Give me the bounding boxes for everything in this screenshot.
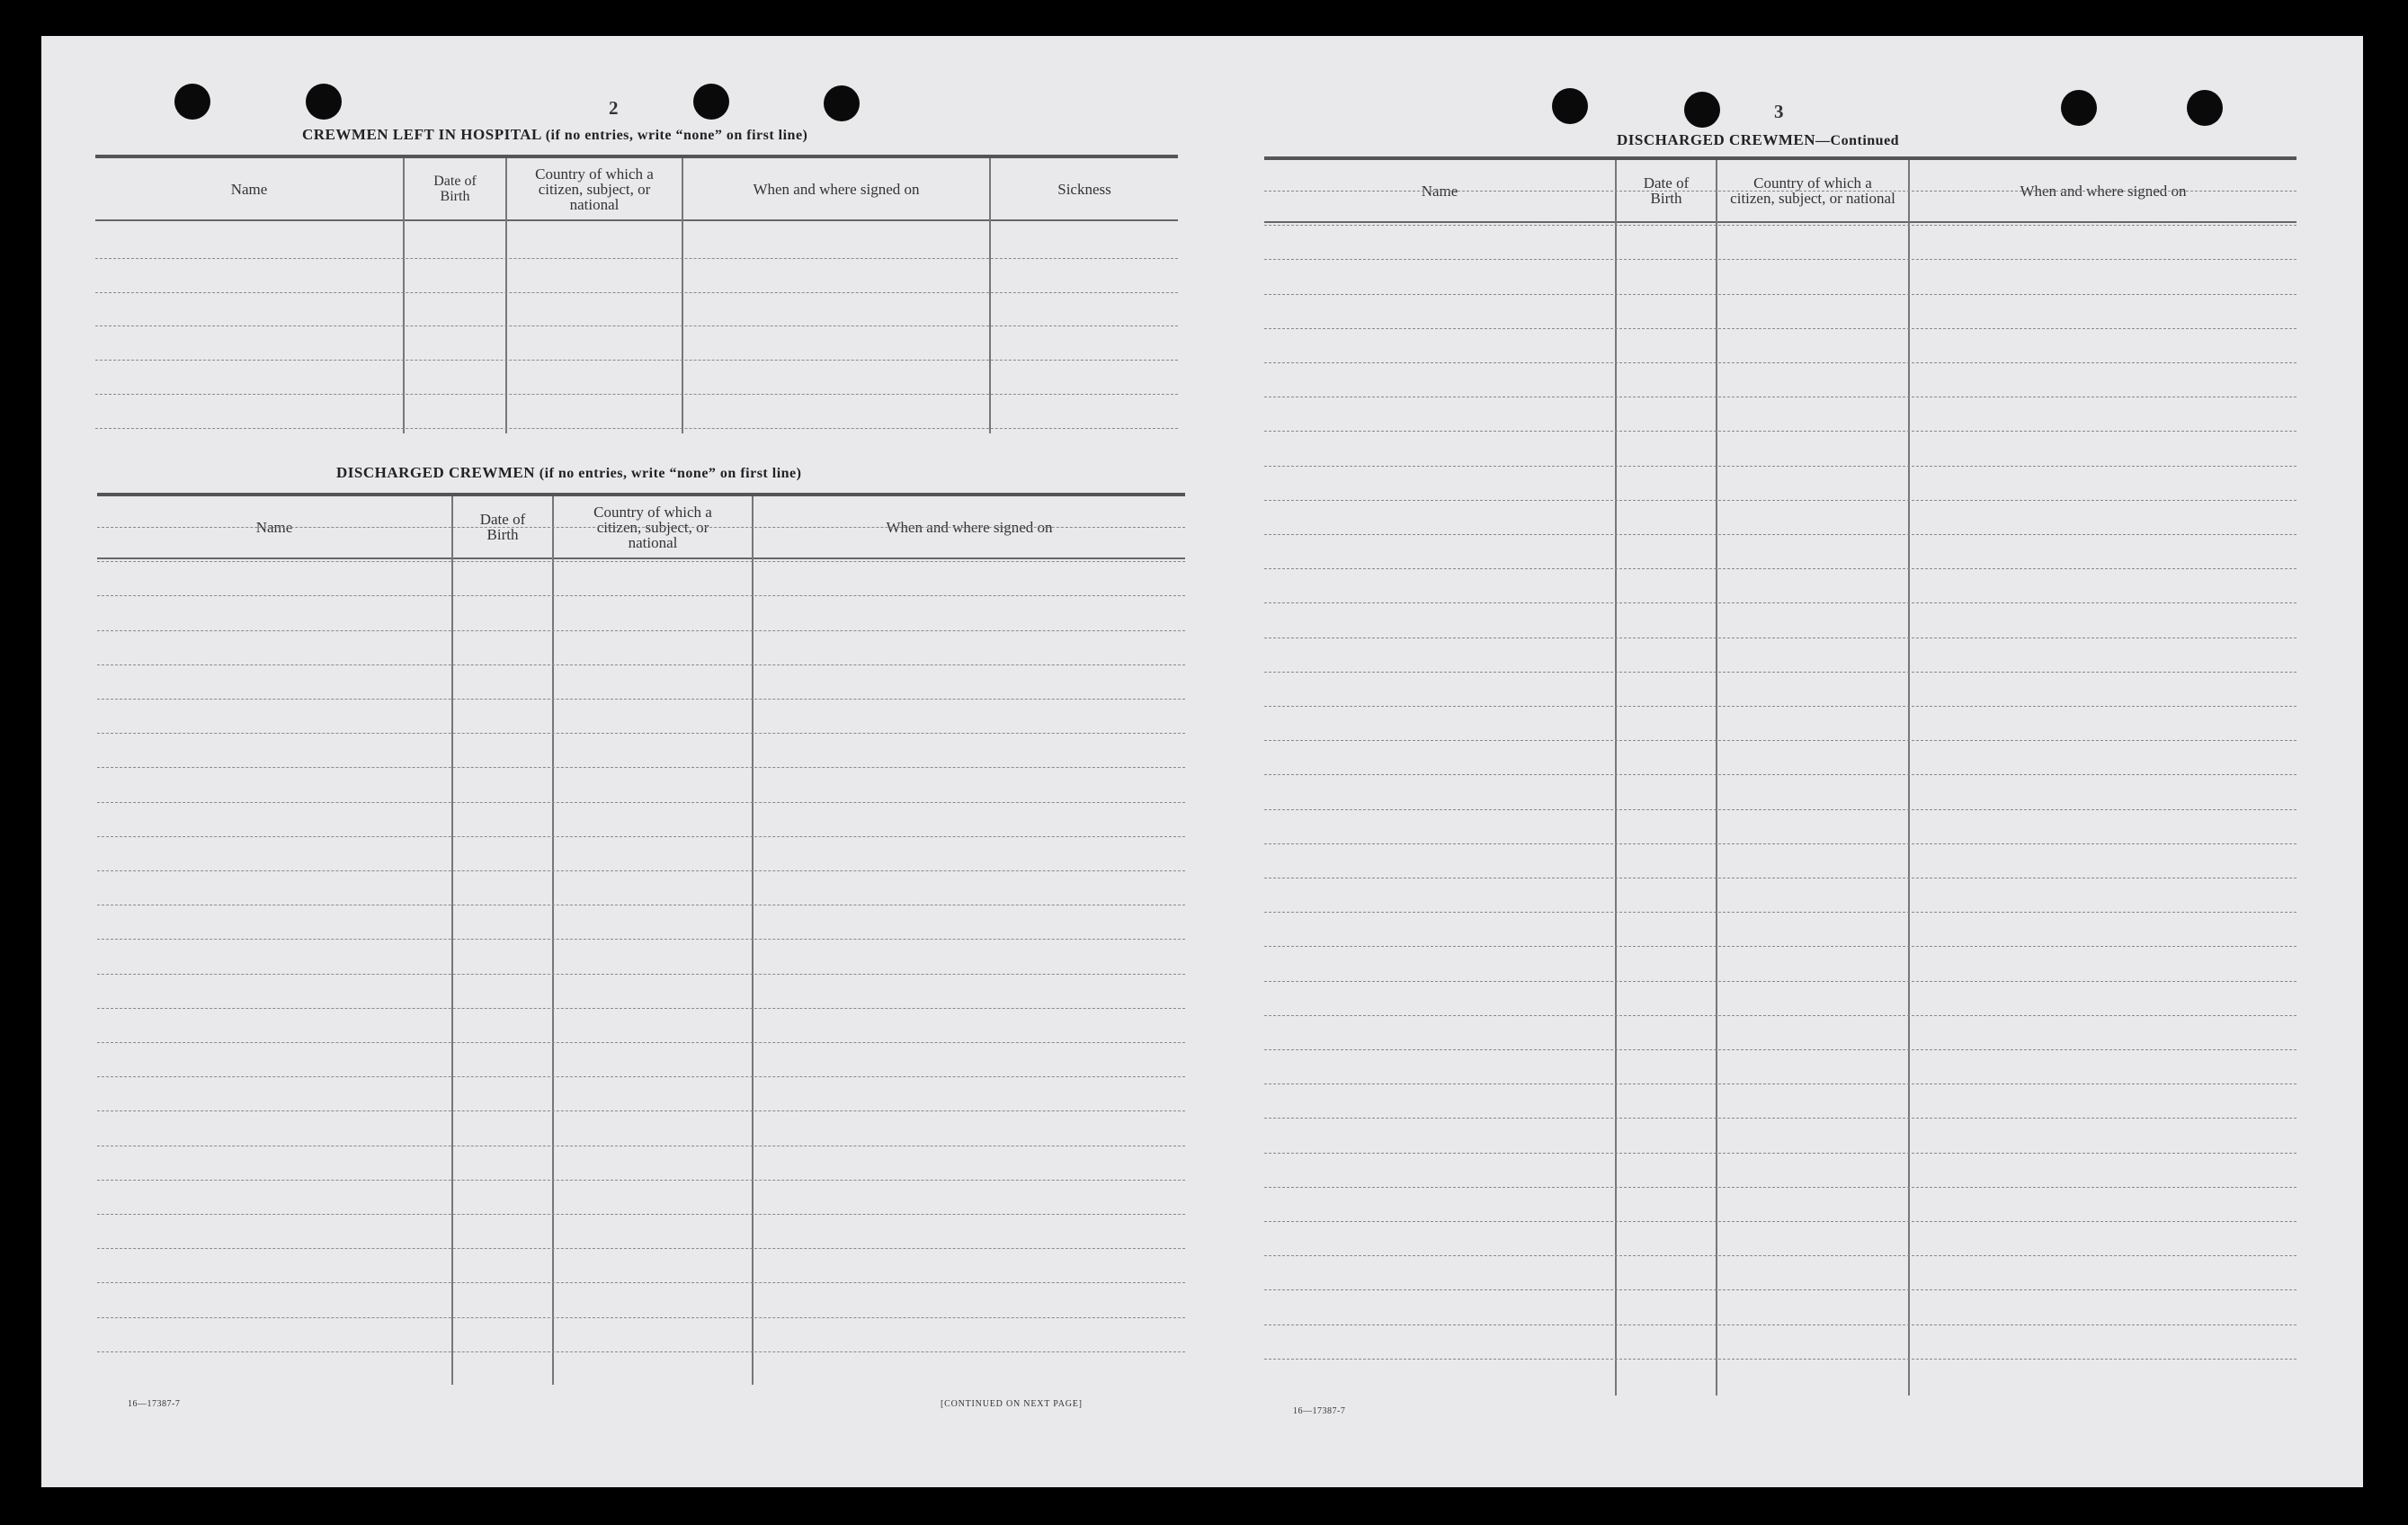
blank-row bbox=[97, 974, 1185, 975]
blank-row bbox=[1264, 1153, 2297, 1154]
blank-row bbox=[97, 1110, 1185, 1111]
discharged-table-left bbox=[97, 493, 1185, 1385]
blank-row bbox=[97, 1042, 1185, 1043]
blank-row bbox=[97, 836, 1185, 837]
blank-row bbox=[97, 1008, 1185, 1009]
blank-row bbox=[97, 1282, 1185, 1283]
blank-row bbox=[1264, 1049, 2297, 1050]
form-code-left: 16—17387-7 bbox=[128, 1399, 181, 1409]
punch-hole bbox=[2061, 90, 2097, 126]
blank-row bbox=[97, 1076, 1185, 1077]
discharged-table-right bbox=[1264, 156, 2297, 1396]
col-header-sickness: Sickness bbox=[1057, 180, 1111, 198]
blank-row bbox=[1264, 774, 2297, 775]
col-header-country: Country of which a citizen, subject, or national bbox=[1730, 174, 1895, 207]
blank-row bbox=[97, 664, 1185, 665]
blank-row bbox=[97, 1180, 1185, 1181]
blank-row bbox=[1264, 1289, 2297, 1290]
blank-row bbox=[97, 802, 1185, 803]
col-header-dob: Date of Birth bbox=[433, 174, 477, 204]
punch-hole bbox=[1552, 88, 1588, 124]
hospital-section-title: CREWMEN LEFT IN HOSPITAL (if no entries, write “none” on first line) bbox=[302, 126, 808, 143]
blank-row bbox=[97, 1248, 1185, 1249]
blank-row bbox=[1264, 946, 2297, 947]
blank-row bbox=[1264, 362, 2297, 363]
punch-hole bbox=[693, 84, 729, 120]
blank-row bbox=[1264, 672, 2297, 673]
blank-row bbox=[1264, 706, 2297, 707]
blank-row bbox=[97, 561, 1185, 562]
col-header-signed-on: When and where signed on bbox=[2020, 182, 2187, 200]
punch-hole bbox=[824, 85, 860, 121]
discharged-cont-section-title: DISCHARGED CREWMEN—Continued bbox=[1617, 131, 1900, 148]
blank-row bbox=[1264, 328, 2297, 329]
blank-row bbox=[1264, 225, 2297, 226]
blank-row bbox=[1264, 466, 2297, 467]
blank-row bbox=[97, 1351, 1185, 1352]
blank-row bbox=[97, 630, 1185, 631]
blank-row bbox=[1264, 981, 2297, 982]
blank-row bbox=[1264, 912, 2297, 913]
blank-row bbox=[1264, 1324, 2297, 1325]
punch-hole bbox=[2187, 90, 2223, 126]
punch-hole bbox=[1684, 92, 1720, 128]
blank-row bbox=[1264, 1015, 2297, 1016]
blank-row bbox=[97, 767, 1185, 768]
blank-row bbox=[97, 1214, 1185, 1215]
col-header-signed-on: When and where signed on bbox=[753, 180, 920, 198]
col-header-signed-on: When and where signed on bbox=[886, 518, 1053, 536]
col-header-name: Name bbox=[230, 180, 268, 198]
blank-row bbox=[1264, 259, 2297, 260]
blank-row bbox=[1264, 534, 2297, 535]
blank-row bbox=[97, 527, 1185, 528]
blank-row bbox=[97, 939, 1185, 940]
blank-row bbox=[1264, 1255, 2297, 1256]
col-header-country: Country of which a citizen, subject, or national bbox=[593, 503, 712, 551]
col-header-name: Name bbox=[1421, 182, 1458, 200]
blank-row bbox=[97, 870, 1185, 871]
blank-row bbox=[1264, 602, 2297, 603]
blank-row bbox=[1264, 809, 2297, 810]
blank-row bbox=[1264, 1221, 2297, 1222]
blank-row bbox=[97, 733, 1185, 734]
discharged-section-title: DISCHARGED CREWMEN (if no entries, write “none” on first line) bbox=[336, 464, 802, 481]
col-header-country: Country of which a citizen, subject, or national bbox=[535, 165, 654, 213]
page-number-left: 2 bbox=[609, 97, 619, 119]
manifest-sheet bbox=[41, 36, 2363, 1487]
hospital-table bbox=[95, 155, 1178, 433]
blank-row bbox=[1264, 1187, 2297, 1188]
col-header-dob: Date of Birth bbox=[479, 511, 526, 543]
punch-hole bbox=[174, 84, 210, 120]
page-number-right: 3 bbox=[1774, 101, 1784, 122]
col-header-dob: Date of Birth bbox=[1643, 174, 1690, 207]
blank-row bbox=[97, 595, 1185, 596]
form-code-right: 16—17387-7 bbox=[1293, 1406, 1346, 1416]
blank-row bbox=[97, 699, 1185, 700]
punch-hole bbox=[306, 84, 342, 120]
blank-row bbox=[1264, 740, 2297, 741]
blank-row bbox=[1264, 500, 2297, 501]
blank-row bbox=[97, 1317, 1185, 1318]
continued-note: [CONTINUED ON NEXT PAGE] bbox=[941, 1399, 1083, 1409]
blank-row bbox=[1264, 843, 2297, 844]
blank-row bbox=[1264, 431, 2297, 432]
blank-row bbox=[1264, 568, 2297, 569]
blank-row bbox=[1264, 1118, 2297, 1119]
blank-row bbox=[1264, 191, 2297, 192]
blank-row bbox=[1264, 294, 2297, 295]
col-header-name: Name bbox=[255, 518, 293, 536]
blank-row bbox=[1264, 1359, 2297, 1360]
